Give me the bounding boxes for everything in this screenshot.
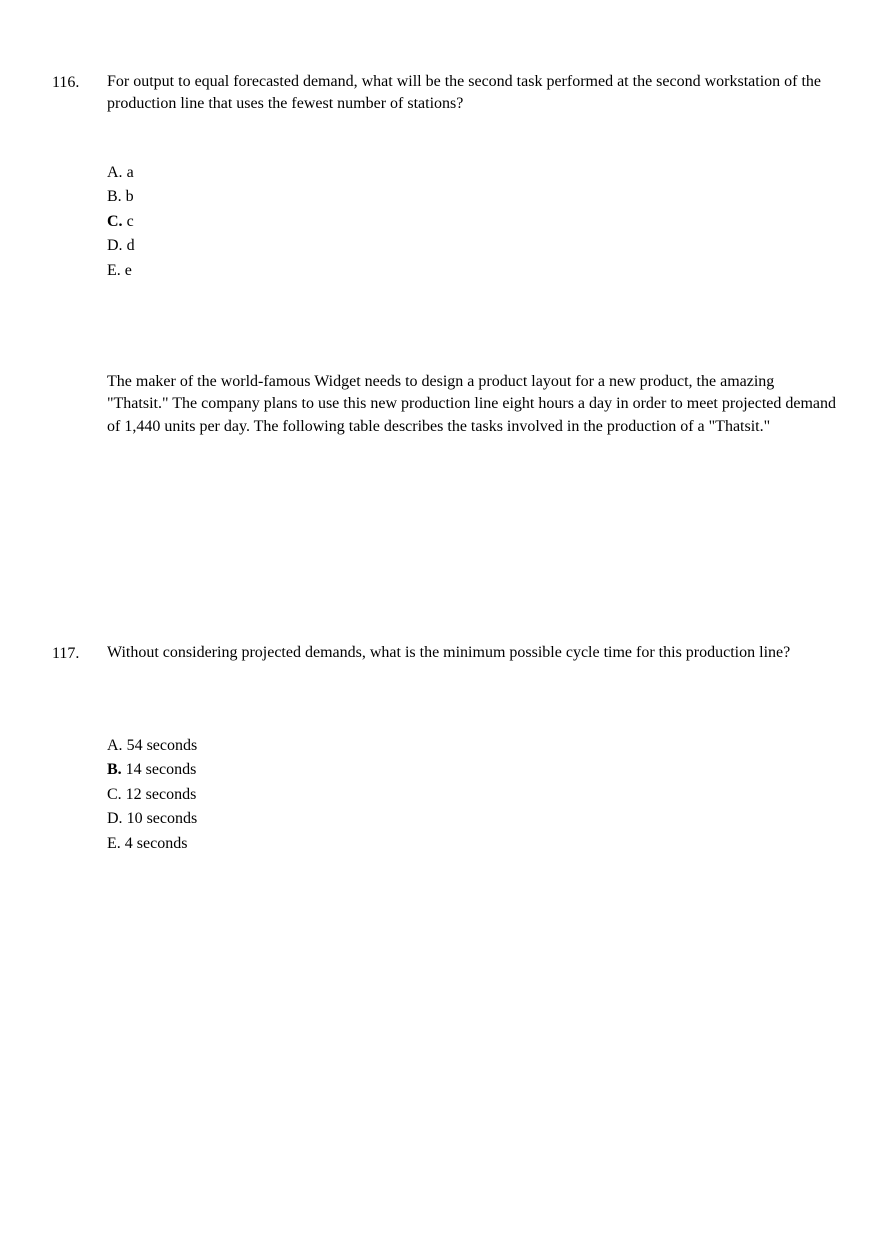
option-c: C. 12 seconds [107,785,197,803]
option-d: D. d [107,237,135,255]
option-e: E. e [107,261,132,279]
answer-options [107,734,197,856]
option-c-correct: C. c [107,212,134,230]
option-b: B. b [107,188,134,206]
option-b-correct: B. 14 seconds [107,761,197,779]
answer-options [107,161,135,283]
question-text: Without considering projected demands, what is the minimum possible cycle time for this production line? [107,644,791,661]
scenario-paragraph: The maker of the world-famous Widget needs to design a product layout for a new product, the amazing "Thatsit." The company plans to use this new production line eight hours a day in order to meet projected demand of 1,440 units per day. The following table describes the tasks involved in the production of a "Thatsit." [107,373,837,435]
option-e: E. 4 seconds [107,834,188,852]
question-number: 116. [52,74,80,91]
option-a: A. 54 seconds [107,737,198,754]
option-d: D. 10 seconds [107,810,198,828]
question-number: 117. [52,645,80,662]
option-a: A. a [107,164,134,181]
question-text: For output to equal forecasted demand, what will be the second task performed at the second workstation of the production line that uses the fewest number of stations? [107,73,822,112]
